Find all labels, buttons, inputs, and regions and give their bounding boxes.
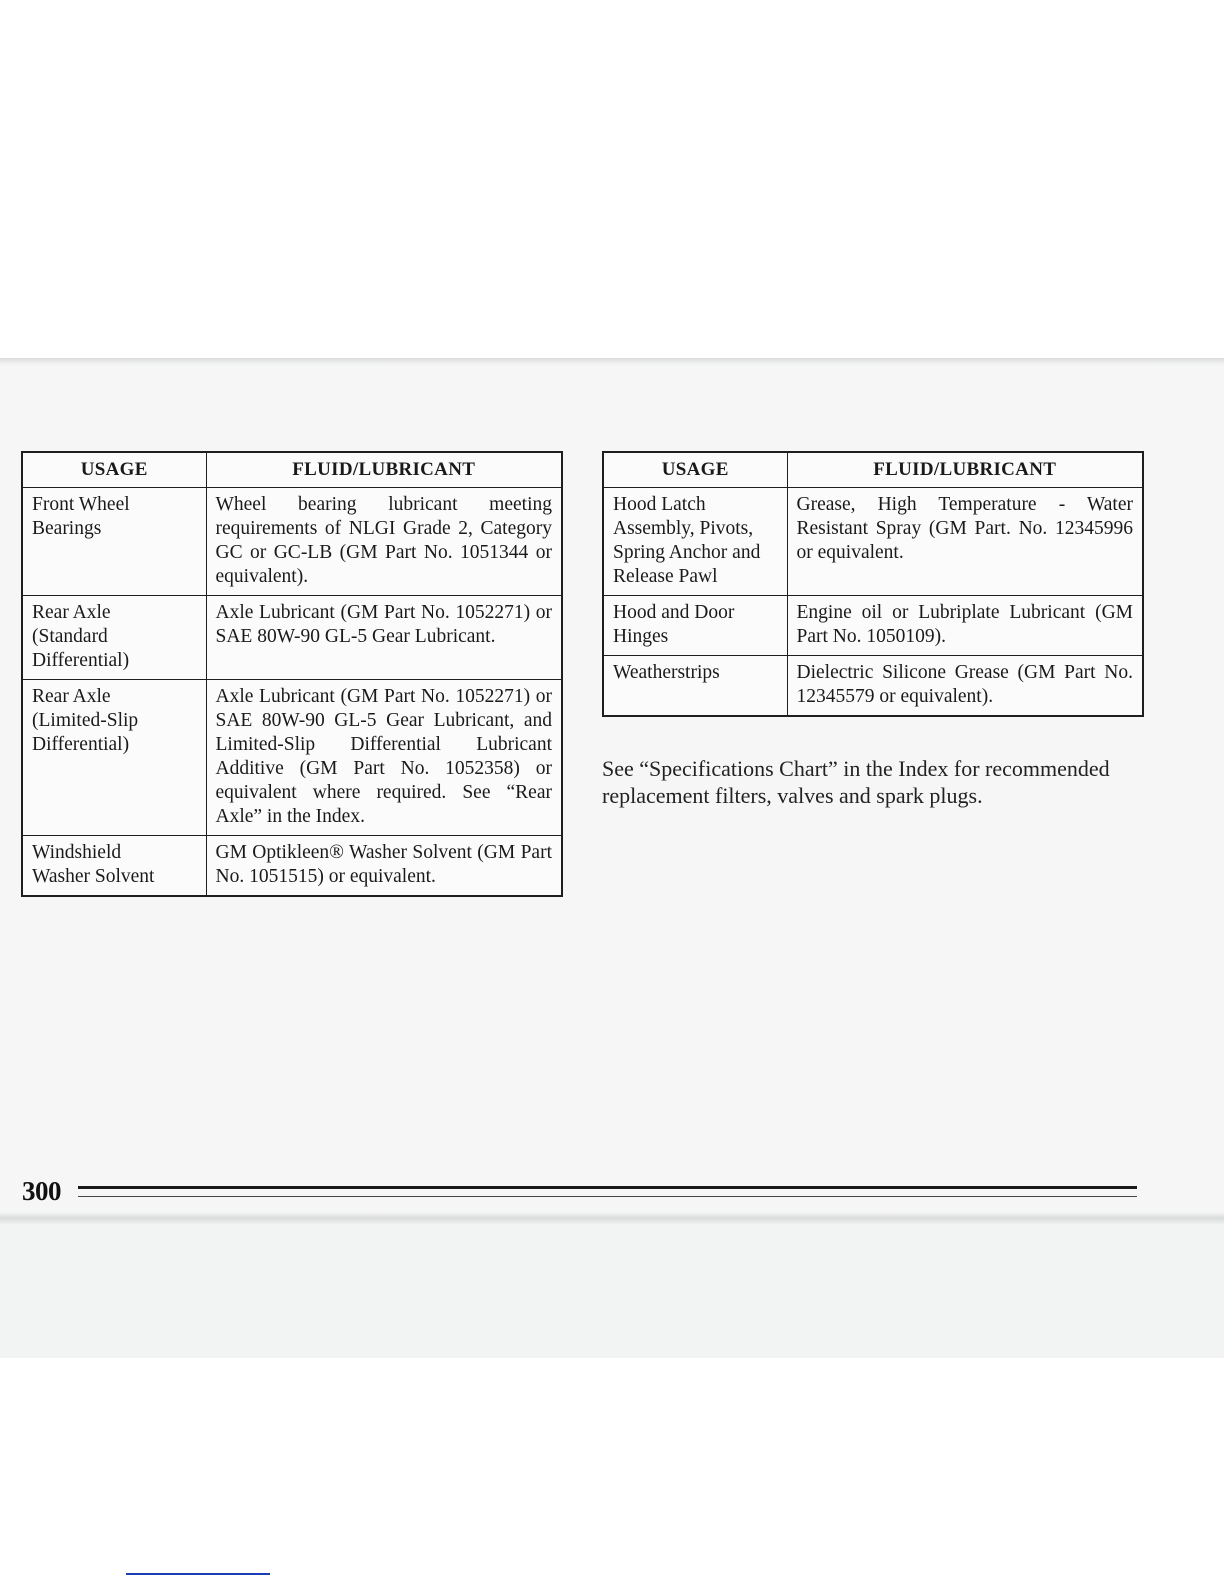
fluid-cell: Wheel bearing lubricant meeting requirements of NLGI Grade 2, Category GC or GC-LB (GM Part No. 1051344 or equivalent). <box>206 488 562 596</box>
usage-cell: Hood Latch Assembly, Pivots, Spring Anchor and Release Pawl <box>603 488 787 596</box>
table-row <box>22 836 562 897</box>
page-lower-area <box>0 1224 1224 1358</box>
page-top-margin <box>0 0 1224 358</box>
usage-cell: Hood and Door Hinges <box>603 596 787 656</box>
scan-edge-top <box>0 358 1224 366</box>
page-bottom-margin <box>0 1358 1224 1584</box>
scan-edge-bottom <box>0 1212 1224 1224</box>
usage-cell: Rear Axle (Limited-Slip Differential) <box>22 680 206 836</box>
table-row <box>603 656 1143 717</box>
table-header-row <box>22 452 562 488</box>
fluid-cell: Grease, High Temperature - Water Resistant Spray (GM Part. No. 12345996 or equivalent. <box>787 488 1143 596</box>
fluid-cell: Axle Lubricant (GM Part No. 1052271) or SAE 80W-90 GL-5 Gear Lubricant, and Limited-Slip Differential Lubricant Additive (GM Part No. 1052358) or equivalent where required. See “Rear Axle” in the Index. <box>206 680 562 836</box>
fluid-cell: Engine oil or Lubriplate Lubricant (GM Part No. 1050109). <box>787 596 1143 656</box>
usage-header: USAGE <box>603 452 787 488</box>
usage-header: USAGE <box>22 452 206 488</box>
fluid-header: FLUID/LUBRICANT <box>787 452 1143 488</box>
table-row <box>603 596 1143 656</box>
usage-cell: Weatherstrips <box>603 656 787 717</box>
fluid-cell: Axle Lubricant (GM Part No. 1052271) or SAE 80W-90 GL-5 Gear Lubricant. <box>206 596 562 680</box>
table-row <box>22 596 562 680</box>
fluid-header: FLUID/LUBRICANT <box>206 452 562 488</box>
lubricant-table-right <box>602 451 1144 717</box>
lubricant-table-left <box>21 451 563 897</box>
table-header-row <box>603 452 1143 488</box>
footer-rule-thick <box>78 1186 1137 1189</box>
table-row <box>603 488 1143 596</box>
table-row <box>22 680 562 836</box>
table-row <box>22 488 562 596</box>
usage-cell: Windshield Washer Solvent <box>22 836 206 897</box>
fluid-cell: Dielectric Silicone Grease (GM Part No. 12345579 or equivalent). <box>787 656 1143 717</box>
fluid-cell: GM Optikleen® Washer Solvent (GM Part No. 1051515) or equivalent. <box>206 836 562 897</box>
specifications-note: See “Specifications Chart” in the Index for recommended replacement filters, valves and spark plugs. <box>602 756 1110 808</box>
bottom-mark-line <box>126 1573 270 1575</box>
footer-rule-thin <box>78 1196 1137 1197</box>
usage-cell: Rear Axle (Standard Differential) <box>22 596 206 680</box>
usage-cell: Front Wheel Bearings <box>22 488 206 596</box>
page-number: 300 <box>22 1176 61 1206</box>
